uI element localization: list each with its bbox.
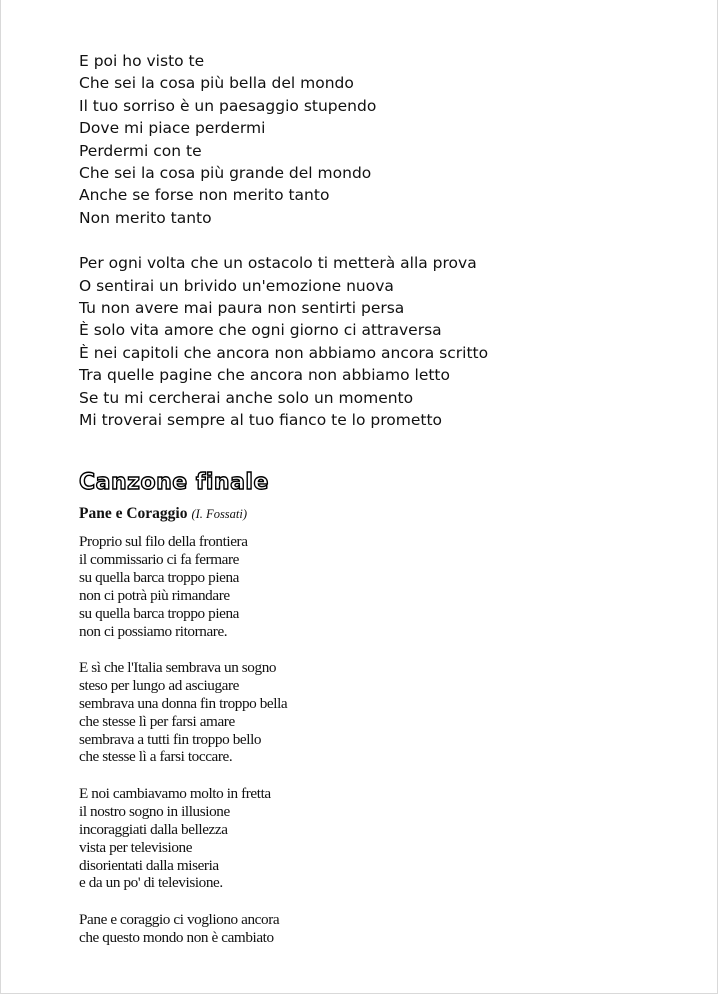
lyric-line: O sentirai un brivido un'emozione nuova bbox=[79, 276, 394, 295]
lyric-line: Se tu mi cercherai anche solo un momento bbox=[79, 388, 414, 407]
lyric-line: il commissario ci fa fermare bbox=[79, 550, 240, 568]
lyric-line: Perdermi con te bbox=[79, 141, 202, 160]
lyric-line: Per ogni volta che un ostacolo ti metterà alla prova bbox=[79, 254, 477, 273]
song-header bbox=[79, 505, 247, 523]
lyric-line: E poi ho visto te bbox=[79, 52, 205, 70]
song-title: Pane e Coraggio bbox=[79, 505, 188, 522]
lyric-line: e da un po' di televisione. bbox=[79, 874, 223, 892]
lyric-line: steso per lungo ad asciugare bbox=[79, 676, 240, 694]
lyrics-part-1 bbox=[79, 50, 488, 432]
lyric-line: sembrava a tutti fin troppo bello bbox=[79, 730, 262, 748]
lyric-line: Dove mi piace perdermi bbox=[79, 119, 266, 138]
stanza-gap bbox=[79, 640, 287, 659]
lyric-line: Tu non avere mai paura non sentirti persa bbox=[79, 299, 405, 318]
lyric-line: non ci potrà più rimandare bbox=[79, 586, 230, 604]
stanza-gap bbox=[79, 892, 287, 911]
lyric-line: Che sei la cosa più grande del mondo bbox=[79, 164, 372, 183]
section-heading: Canzone finale bbox=[79, 470, 269, 495]
lyric-line: È solo vita amore che ogni giorno ci attraversa bbox=[79, 321, 442, 340]
lyric-line: Pane e coraggio ci vogliono ancora bbox=[79, 910, 280, 928]
lyrics-part-2 bbox=[79, 533, 287, 947]
lyric-line: È nei capitoli che ancora non abbiamo ancora scritto bbox=[79, 343, 489, 362]
song-author: (I. Fossati) bbox=[191, 507, 248, 521]
lyric-line: Anche se forse non merito tanto bbox=[79, 186, 330, 205]
lyric-line: incoraggiati dalla bellezza bbox=[79, 820, 228, 838]
lyric-line: E noi cambiavamo molto in fretta bbox=[79, 784, 271, 802]
stanza bbox=[79, 252, 488, 431]
lyric-line: Non merito tanto bbox=[79, 208, 212, 227]
stanza bbox=[79, 50, 488, 229]
lyric-line: Proprio sul filo della frontiera bbox=[79, 533, 248, 550]
stanza-gap bbox=[79, 766, 287, 785]
lyric-line: Il tuo sorriso è un paesaggio stupendo bbox=[79, 96, 377, 115]
lyric-line: sembrava una donna fin troppo bella bbox=[79, 694, 288, 712]
stanza bbox=[79, 911, 287, 947]
lyric-line: che questo mondo non è cambiato bbox=[79, 928, 274, 946]
lyric-line: Che sei la cosa più bella del mondo bbox=[79, 74, 354, 93]
stanza bbox=[79, 785, 287, 892]
lyric-line: vista per televisione bbox=[79, 838, 193, 856]
stanza bbox=[79, 659, 287, 766]
lyric-line: Mi troverai sempre al tuo fianco te lo prometto bbox=[79, 411, 443, 430]
lyric-line: che stesse lì per farsi amare bbox=[79, 712, 235, 730]
stanza-gap bbox=[79, 229, 488, 252]
lyric-line: non ci possiamo ritornare. bbox=[79, 622, 228, 640]
stanza bbox=[79, 533, 287, 640]
lyric-line: Tra quelle pagine che ancora non abbiamo letto bbox=[79, 366, 450, 385]
lyric-line: che stesse lì a farsi toccare. bbox=[79, 748, 233, 766]
lyric-line: E sì che l'Italia sembrava un sogno bbox=[79, 658, 277, 676]
lyric-line: su quella barca troppo piena bbox=[79, 568, 240, 586]
lyric-line: disorientati dalla miseria bbox=[79, 856, 219, 874]
lyric-line: il nostro sogno in illusione bbox=[79, 802, 230, 820]
lyric-line: su quella barca troppo piena bbox=[79, 604, 240, 622]
